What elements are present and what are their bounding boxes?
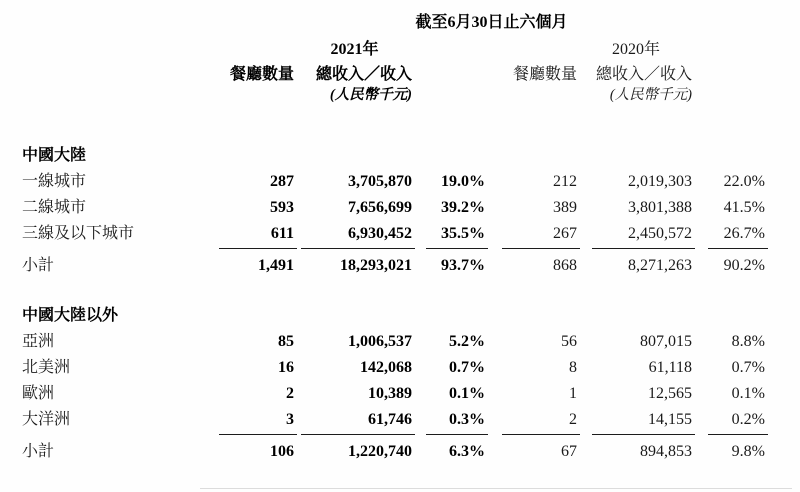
count-2020: 8 <box>569 359 577 376</box>
subtotal-label: 小計 <box>22 257 55 274</box>
percent-2021: 0.3% <box>449 411 485 428</box>
year-2020-label: 2020年 <box>611 41 660 58</box>
count-2020: 389 <box>553 199 577 216</box>
sum-rule <box>426 433 488 435</box>
revenue-2020: 894,853 <box>640 443 692 460</box>
section-header-outside-mainland-china: 中國大陸以外 <box>22 307 119 324</box>
revenue-2020: 14,155 <box>648 411 692 428</box>
count-header-2020: 餐廳數量 <box>512 66 577 83</box>
sum-rule <box>708 433 768 435</box>
table-row <box>22 329 800 355</box>
revenue-2021: 142,068 <box>360 359 412 376</box>
percent-2020: 0.2% <box>731 411 765 428</box>
percent-2020: 41.5% <box>723 199 765 216</box>
sum-rule <box>592 433 695 435</box>
percent-2021: 35.5% <box>441 225 485 242</box>
count-2020: 56 <box>561 333 577 350</box>
count-2020: 2 <box>569 411 577 428</box>
unit-label-2020: (人民幣千元) <box>609 87 692 103</box>
revenue-2020: 3,801,388 <box>628 199 692 216</box>
percent-2020: 0.7% <box>731 359 765 376</box>
percent-2020: 8.8% <box>731 333 765 350</box>
count-2021: 593 <box>270 199 294 216</box>
percent-2020: 22.0% <box>723 173 765 190</box>
count-2021: 611 <box>270 225 294 242</box>
sum-rule <box>426 247 488 249</box>
page-bottom-rule <box>200 488 792 489</box>
subtotal-rule-row <box>22 433 800 435</box>
revenue-2021: 10,389 <box>368 385 412 402</box>
revenue-2020: 807,015 <box>640 333 692 350</box>
revenue-2021: 61,746 <box>368 411 412 428</box>
subtotal-row <box>22 253 800 279</box>
year-2021-label: 2021年 <box>330 41 379 58</box>
count-2020: 212 <box>553 173 577 190</box>
percent-2021: 93.7% <box>441 257 485 274</box>
count-2021: 16 <box>278 359 294 376</box>
count-2021: 2 <box>286 385 294 402</box>
sum-rule <box>708 247 768 249</box>
count-2021: 1,491 <box>258 257 294 274</box>
table-row <box>22 195 800 221</box>
section-header-mainland-china: 中國大陸 <box>22 147 87 164</box>
section-header-row <box>22 303 800 329</box>
unit-label-2021: (人民幣千元) <box>329 87 412 103</box>
row-label: 北美洲 <box>22 359 71 376</box>
revenue-2021: 1,006,537 <box>348 333 412 350</box>
revenue-2020: 8,271,263 <box>628 257 692 274</box>
count-2021: 85 <box>278 333 294 350</box>
revenue-2020: 12,565 <box>648 385 692 402</box>
count-2021: 3 <box>286 411 294 428</box>
table-row <box>22 381 800 407</box>
table-row <box>22 355 800 381</box>
column-header-row <box>22 65 800 85</box>
revenue-2020: 2,450,572 <box>628 225 692 242</box>
sum-rule <box>301 433 415 435</box>
count-2021: 106 <box>270 443 294 460</box>
table-row <box>22 169 800 195</box>
percent-2020: 9.8% <box>731 443 765 460</box>
revenue-2020: 2,019,303 <box>628 173 692 190</box>
count-2021: 287 <box>270 173 294 190</box>
revenue-header-2020: 總收入／收入 <box>595 66 692 83</box>
section-header-row <box>22 143 800 169</box>
percent-2020: 0.1% <box>731 385 765 402</box>
subtotal-label: 小計 <box>22 443 55 460</box>
count-2020: 868 <box>553 257 577 274</box>
percent-2020: 90.2% <box>723 257 765 274</box>
row-label: 大洋洲 <box>22 411 71 428</box>
row-label: 歐洲 <box>22 385 55 402</box>
sum-rule <box>502 247 580 249</box>
sum-rule <box>592 247 695 249</box>
table-row <box>22 221 800 247</box>
row-label: 三線及以下城市 <box>22 225 135 242</box>
count-header-2021: 餐廳數量 <box>229 66 294 83</box>
revenue-2021: 18,293,021 <box>340 257 412 274</box>
percent-2021: 6.3% <box>449 443 485 460</box>
sum-rule <box>219 247 297 249</box>
percent-2021: 39.2% <box>441 199 485 216</box>
revenue-2021: 6,930,452 <box>348 225 412 242</box>
sum-rule <box>219 433 297 435</box>
unit-header-row <box>22 85 800 105</box>
row-label: 亞洲 <box>22 333 55 350</box>
count-2020: 267 <box>553 225 577 242</box>
percent-2021: 5.2% <box>449 333 485 350</box>
revenue-2020: 61,118 <box>648 359 692 376</box>
row-label: 一線城市 <box>22 173 87 190</box>
revenue-header-2021: 總收入／收入 <box>315 66 412 83</box>
count-2020: 67 <box>561 443 577 460</box>
subtotal-rule-row <box>22 247 800 249</box>
revenue-2021: 1,220,740 <box>348 443 412 460</box>
row-label: 二線城市 <box>22 199 87 216</box>
table-row <box>22 407 800 433</box>
revenue-2021: 7,656,699 <box>348 199 412 216</box>
year-header-row <box>22 40 800 59</box>
percent-2021: 19.0% <box>441 173 485 190</box>
sum-rule <box>301 247 415 249</box>
percent-2021: 0.7% <box>449 359 485 376</box>
count-2020: 1 <box>569 385 577 402</box>
percent-2021: 0.1% <box>449 385 485 402</box>
revenue-2021: 3,705,870 <box>348 173 412 190</box>
subtotal-row <box>22 439 800 465</box>
sum-rule <box>502 433 580 435</box>
percent-2020: 26.7% <box>723 225 765 242</box>
period-title: 截至6月30日止六個月 <box>415 14 568 31</box>
